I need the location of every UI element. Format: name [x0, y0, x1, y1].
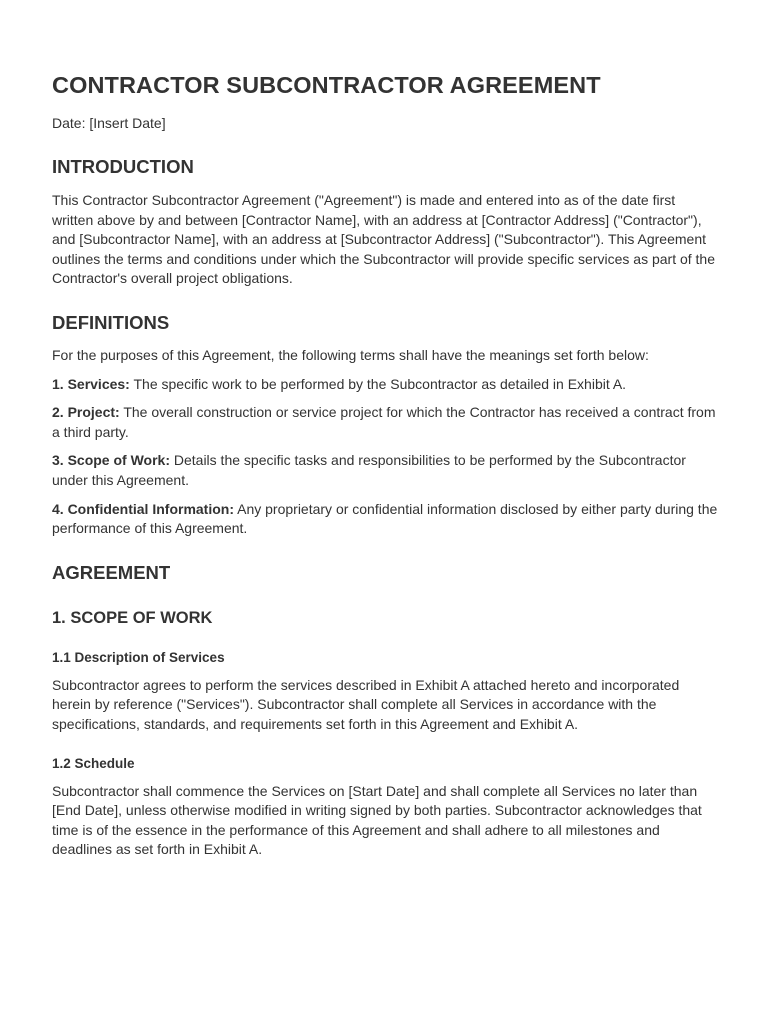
definition-term: 1. Services:	[52, 375, 130, 392]
definition-text: The overall construction or service project for which the Contractor has received a contract from a third party.	[52, 404, 716, 440]
agreement-heading: AGREEMENT	[52, 561, 171, 583]
introduction-section	[52, 156, 718, 289]
definitions-section	[52, 312, 718, 539]
definition-term: 4. Confidential Information:	[52, 500, 234, 517]
definition-text: Any proprietary or confidential information disclosed by either party during the performance of this Agreement.	[52, 500, 718, 537]
definition-item-scope-of-work	[52, 451, 718, 490]
definition-term: 3. Scope of Work:	[52, 452, 170, 469]
schedule-paragraph: Subcontractor shall commence the Services on [Start Date] and shall complete all Services no later than [End Date], unless otherwise modified in writing signed by both parties. Subcontractor acknowledges that time is of the essence in the performance of this Agreement and shall adhere to all milestones and deadlines as set forth in Exhibit A.	[52, 782, 702, 858]
schedule-heading: 1.2 Schedule	[52, 755, 135, 771]
definition-item-confidential-information	[52, 500, 718, 539]
definition-item-services	[52, 375, 718, 395]
definition-text: The specific work to be performed by the Subcontractor as detailed in Exhibit A.	[129, 375, 627, 392]
definition-term: 2. Project:	[52, 404, 120, 421]
introduction-heading: INTRODUCTION	[52, 156, 194, 177]
document-title: CONTRACTOR SUBCONTRACTOR AGREEMENT	[52, 72, 601, 98]
date-line: Date: [Insert Date]	[52, 115, 166, 131]
agreement-section	[52, 562, 718, 860]
definitions-heading: DEFINITIONS	[52, 311, 170, 333]
definition-text: Details the specific tasks and responsibilities to be performed by the Subcontractor under this Agreement.	[52, 452, 686, 488]
description-of-services-heading: 1.1 Description of Services	[52, 649, 225, 665]
definitions-lead: For the purposes of this Agreement, the following terms shall have the meanings set forth below:	[52, 346, 649, 363]
definition-item-project	[52, 403, 718, 442]
description-of-services-paragraph: Subcontractor agrees to perform the services described in Exhibit A attached hereto and incorporated herein by reference ("Services"). Subcontractor shall complete all Services in accordance with the specifications, standards, and requirements set forth in this Agreement and Exhibit A.	[52, 676, 680, 732]
scope-of-work-heading: 1. SCOPE OF WORK	[52, 608, 213, 627]
introduction-paragraph: This Contractor Subcontractor Agreement ("Agreement") is made and entered into as of the date first written above by and between [Contractor Name], with an address at [Contractor Address] ("Contractor"), and [Subcontractor Name], with an address at [Subcontractor Address] ("Subcontractor"). This Agreement outlines the terms and conditions under which the Subcontractor will provide specific services as part of the Contractor's overall project obligations.	[52, 192, 716, 287]
